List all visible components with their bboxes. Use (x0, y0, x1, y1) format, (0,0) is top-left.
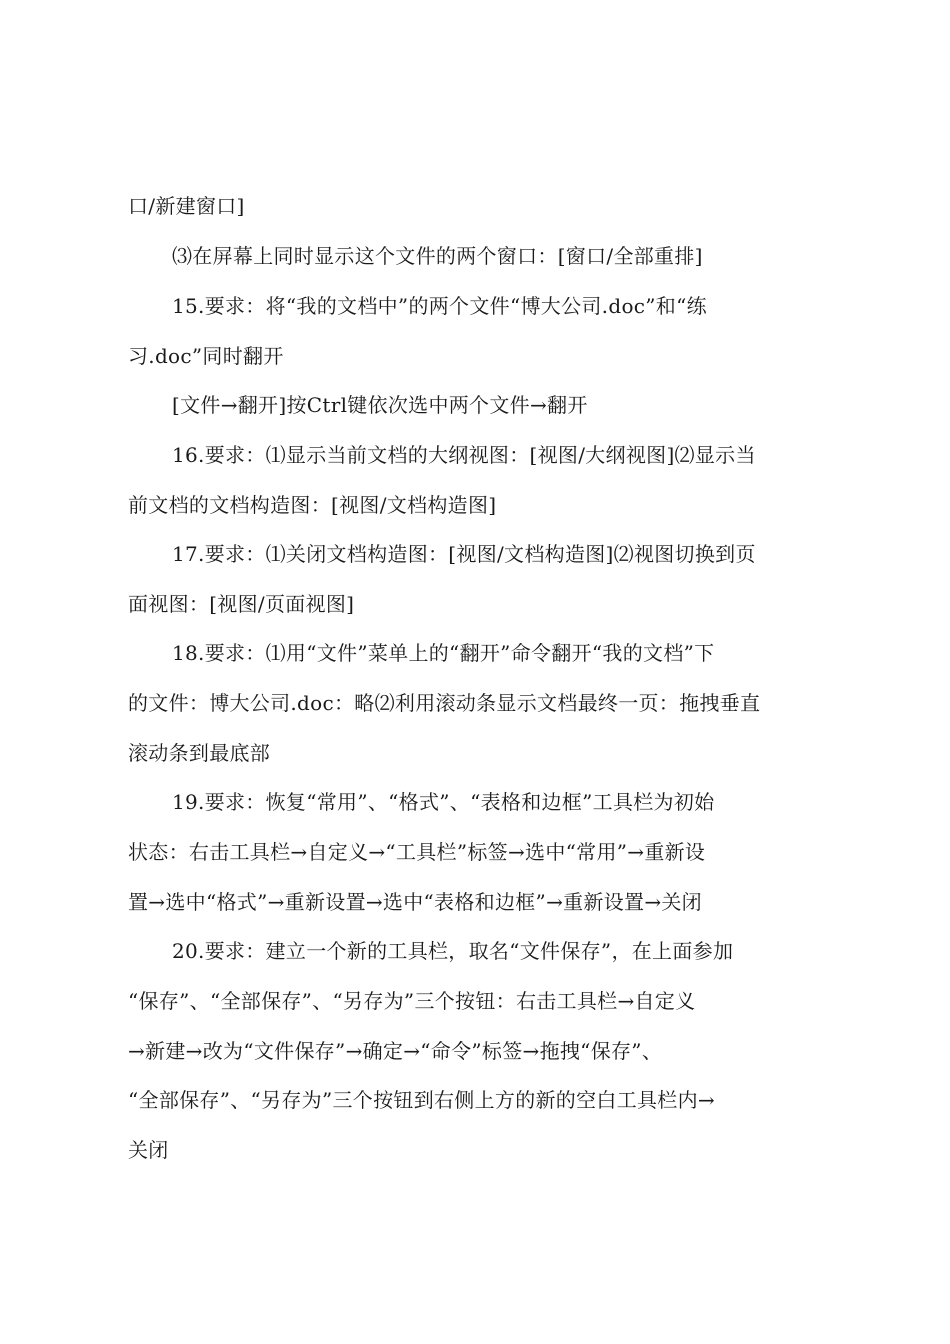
text-line: →新建→改为“文件保存”→确定→“命令”标签→拖拽“保存”、 (128, 1039, 663, 1063)
text-line: 关闭 (128, 1138, 169, 1162)
text-line: 19.要求：恢复“常用”、“格式”、“表格和边框”工具栏为初始 (172, 790, 715, 814)
text-line: ⑶在屏幕上同时显示这个文件的两个窗口：[窗口/全部重排] (172, 244, 703, 268)
text-line: [文件→翻开]按Ctrl键依次选中两个文件→翻开 (172, 393, 588, 417)
text-line: 18.要求：⑴用“文件”菜单上的“翻开”命令翻开“我的文档”下 (172, 641, 715, 665)
text-line: 16.要求：⑴显示当前文档的大纲视图：[视图/大纲视图]⑵显示当 (172, 443, 756, 467)
text-line: 20.要求：建立一个新的工具栏，取名“文件保存”，在上面参加 (172, 939, 734, 963)
text-line: 习.doc”同时翻开 (128, 344, 284, 368)
text-line: “全部保存”、“另存为”三个按钮到右侧上方的新的空白工具栏内→ (128, 1088, 715, 1112)
text-line: 滚动条到最底部 (128, 741, 271, 765)
text-line: 的文件：博大公司.doc：略⑵利用滚动条显示文档最终一页：拖拽垂直 (128, 691, 761, 715)
text-line: 17.要求：⑴关闭文档构造图：[视图/文档构造图]⑵视图切换到页 (172, 542, 756, 566)
text-line: “保存”、“全部保存”、“另存为”三个按钮：右击工具栏→自定义 (128, 989, 696, 1013)
text-line: 状态：右击工具栏→自定义→“工具栏”标签→选中“常用”→重新设 (128, 840, 706, 864)
text-line: 前文档的文档构造图：[视图/文档构造图] (128, 493, 497, 517)
text-line: 置→选中“格式”→重新设置→选中“表格和边框”→重新设置→关闭 (128, 890, 702, 914)
text-line: 面视图：[视图/页面视图] (128, 592, 355, 616)
text-line: 15.要求：将“我的文档中”的两个文件“博大公司.doc”和“练 (172, 294, 707, 318)
text-line: 口/新建窗口] (128, 194, 245, 218)
